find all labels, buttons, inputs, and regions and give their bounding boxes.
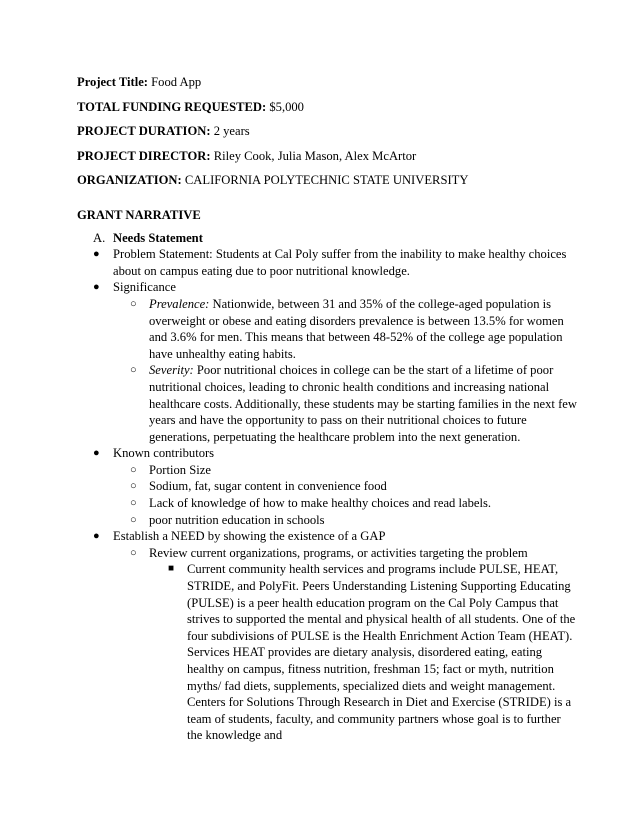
project-title-label: Project Title: bbox=[77, 75, 148, 89]
needs-statement-heading bbox=[77, 230, 577, 247]
bullet-icon: ● bbox=[93, 248, 100, 261]
list-item-known-contributors bbox=[77, 445, 577, 462]
square-bullet-icon: ■ bbox=[168, 563, 175, 575]
funding-label: TOTAL FUNDING REQUESTED: bbox=[77, 99, 267, 114]
bullet-icon: ● bbox=[93, 281, 100, 294]
needs-statement-title: Needs Statement bbox=[113, 230, 203, 245]
severity-term: Severity: bbox=[149, 363, 194, 378]
gap-label: Establish a NEED by showing the existence of a GAP bbox=[113, 529, 386, 544]
director-label: PROJECT DIRECTOR: bbox=[77, 148, 211, 163]
organization-line bbox=[77, 172, 577, 189]
severity-text: Poor nutritional choices in college can be the start of a lifetime of poor nutritional choices, leading to chronic health conditions and increasing national healthcare costs. Additionally, these students may be starting families in the next few years and have the opportunity to pass on their nutritional choices to future generations, perpetuating the healthcare problem into the next generation. bbox=[149, 363, 577, 444]
circle-bullet-icon: ○ bbox=[130, 546, 137, 559]
grant-narrative-heading: GRANT NARRATIVE bbox=[77, 207, 201, 222]
list-item-gap bbox=[77, 528, 577, 545]
contributor-text: Portion Size bbox=[149, 462, 211, 477]
contributor-text: poor nutrition education in schools bbox=[149, 512, 325, 527]
list-item-contributor bbox=[77, 495, 577, 512]
list-item-current-services bbox=[77, 561, 577, 744]
list-item-problem-statement bbox=[77, 246, 577, 279]
current-services-text: Current community health services and programs include PULSE, HEAT, STRIDE, and PolyFit. Peers Understanding Listening Supporting Educating (PULSE) is a peer health education program on the Cal Poly Campus that strives to supported the mental and physical health of all students. One of the four subdivisions of PULSE is the Health Enrichment Action Team (HEAT). Services HEAT provides are dietary analysis, disordered eating, eating healthy on campus, fitness nutrition, freshman 15; fact or myth, nutrition myths/ fad diets, supplements, specialized diets and weight management. Centers for Solutions Through Research in Diet and Exercise (STRIDE) is a team of students, faculty, and community partners whose goal is to further the knowledge and bbox=[187, 562, 576, 743]
duration-line bbox=[77, 123, 577, 140]
known-contributors-label: Known contributors bbox=[113, 446, 215, 461]
list-item-severity bbox=[77, 362, 577, 445]
circle-bullet-icon: ○ bbox=[130, 480, 137, 493]
organization-value: CALIFORNIA POLYTECHNIC STATE UNIVERSITY bbox=[184, 173, 469, 188]
problem-statement-text: Problem Statement: Students at Cal Poly suffer from the inability to make healthy choices about on campus eating due to poor nutritional knowledge. bbox=[113, 247, 567, 278]
bullet-icon: ● bbox=[93, 447, 100, 460]
list-item-review bbox=[77, 545, 577, 562]
bullet-icon: ● bbox=[93, 530, 100, 543]
organization-label: ORGANIZATION: bbox=[77, 173, 182, 188]
funding-line bbox=[77, 99, 577, 116]
contributor-text: Sodium, fat, sugar content in convenience food bbox=[149, 479, 387, 494]
document-body bbox=[77, 74, 577, 744]
circle-bullet-icon: ○ bbox=[130, 513, 137, 526]
list-item-contributor bbox=[77, 478, 577, 495]
circle-bullet-icon: ○ bbox=[130, 297, 137, 310]
review-label: Review current organizations, programs, or activities targeting the problem bbox=[149, 545, 528, 560]
list-item-contributor bbox=[77, 512, 577, 529]
project-title-value: Food App bbox=[151, 75, 202, 89]
director-value: Riley Cook, Julia Mason, Alex McArtor bbox=[213, 148, 417, 163]
director-line bbox=[77, 148, 577, 165]
section-a-marker: A. bbox=[93, 230, 106, 245]
list-item-significance bbox=[77, 279, 577, 296]
list-item-prevalence bbox=[77, 296, 577, 362]
circle-bullet-icon: ○ bbox=[130, 497, 137, 510]
circle-bullet-icon: ○ bbox=[130, 463, 137, 476]
prevalence-text: Nationwide, between 31 and 35% of the college-aged population is overweight or obese and eating disorders prevalence is between 13.5% for women and 3.6% for men. This means that between 48-52% of the college age population have unhealthy eating habits. bbox=[149, 296, 564, 361]
duration-label: PROJECT DURATION: bbox=[77, 124, 211, 139]
prevalence-term: Prevalence: bbox=[149, 296, 210, 311]
significance-label: Significance bbox=[113, 280, 176, 295]
list-item-contributor bbox=[77, 462, 577, 479]
contributor-text: Lack of knowledge of how to make healthy choices and read labels. bbox=[149, 496, 492, 511]
project-title-line bbox=[77, 74, 577, 91]
circle-bullet-icon: ○ bbox=[130, 364, 137, 377]
funding-value: $5,000 bbox=[269, 99, 304, 114]
duration-value: 2 years bbox=[213, 124, 250, 139]
